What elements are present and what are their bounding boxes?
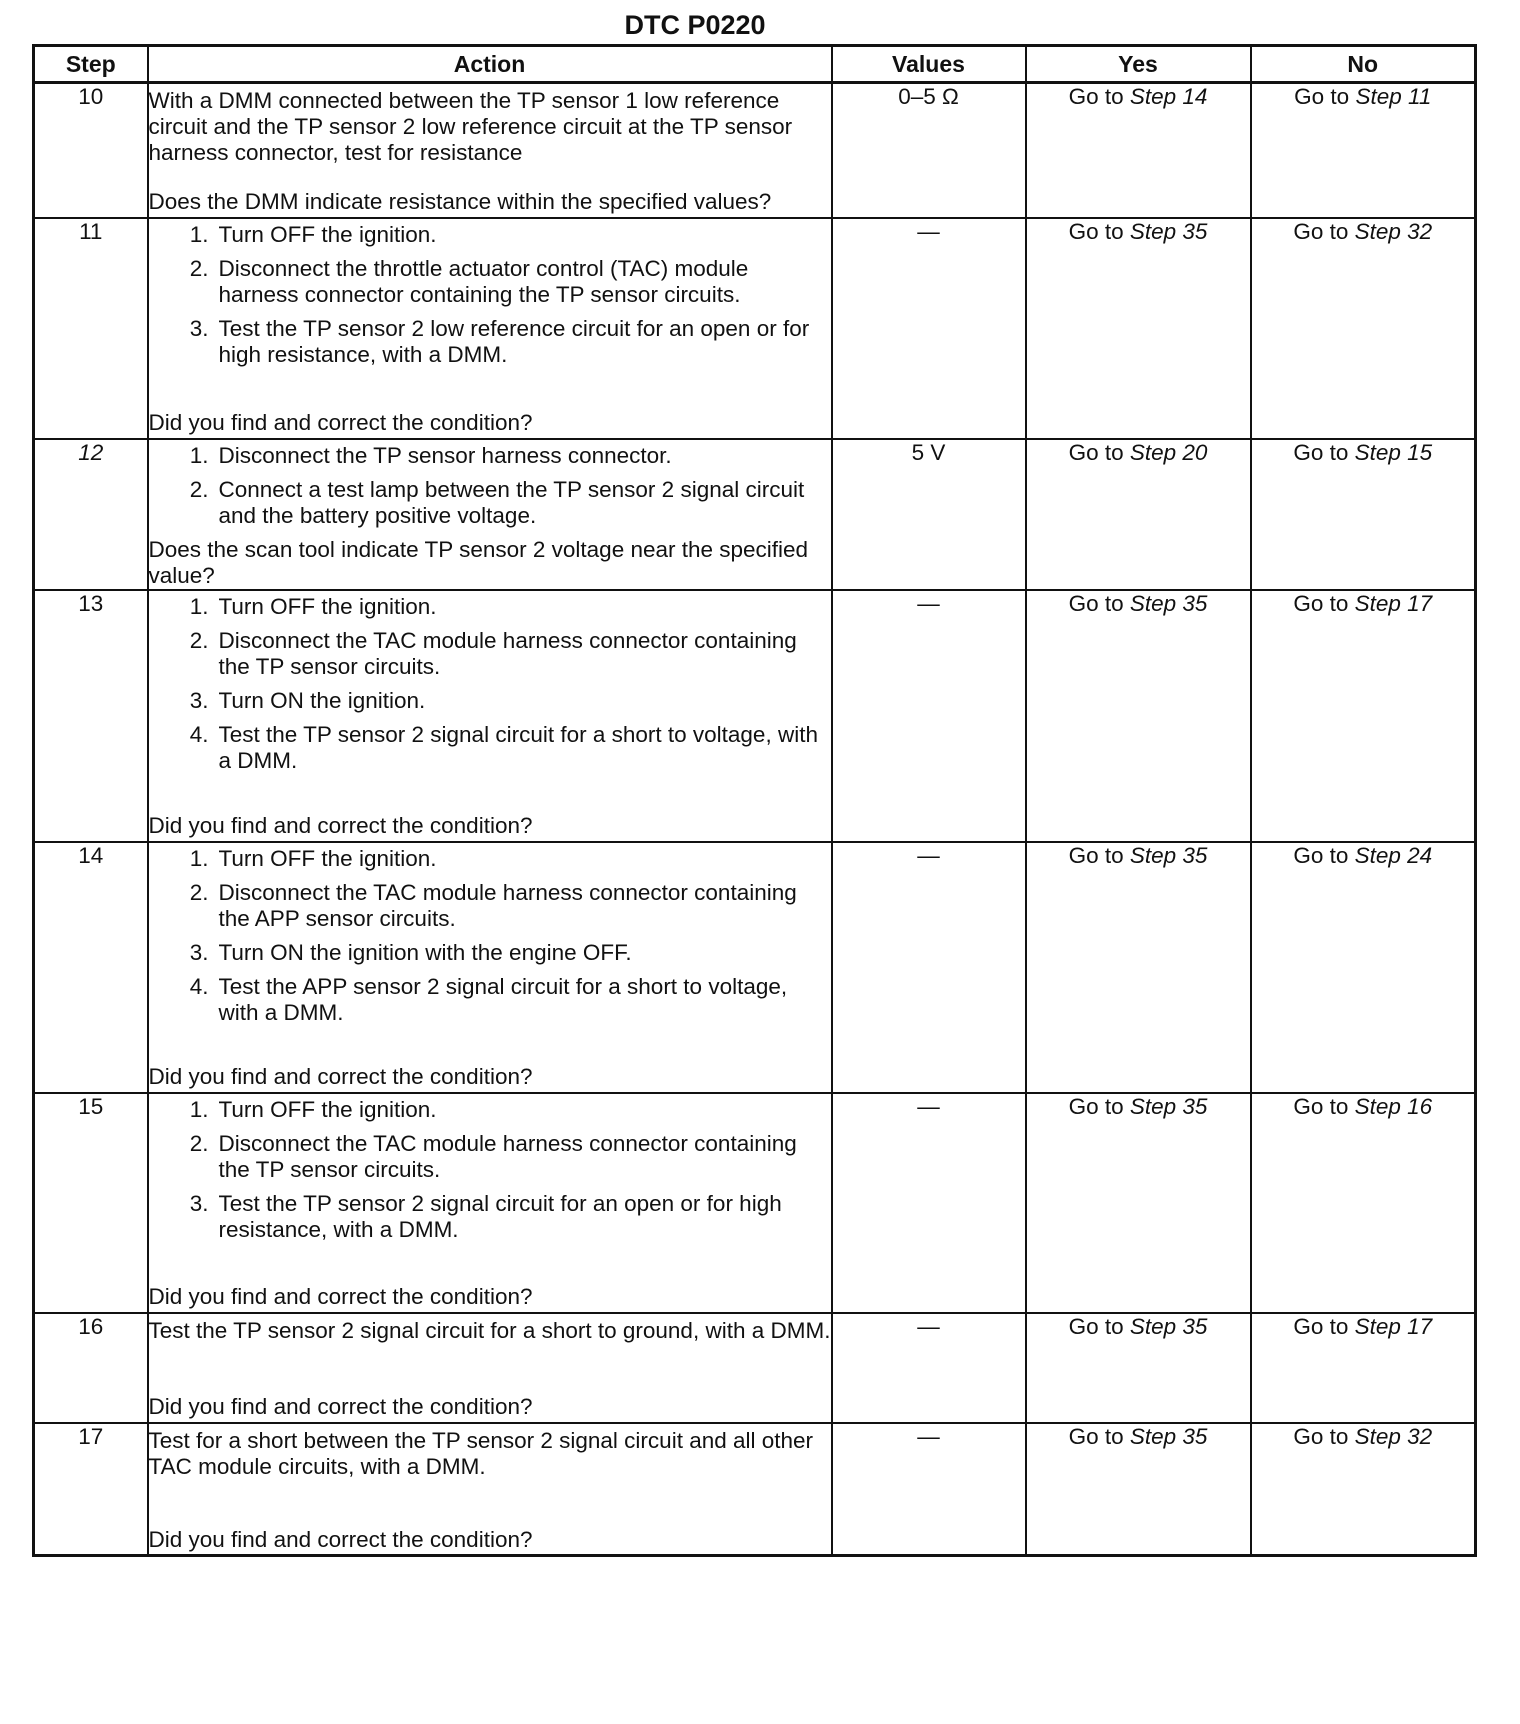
no-cell <box>1251 590 1476 842</box>
action-cell <box>148 1093 832 1313</box>
action-step-text: Turn ON the ignition with the engine OFF. <box>218 939 632 965</box>
action-question: Did you find and correct the condition? <box>148 1283 533 1309</box>
yes-goto-prefix: Go to <box>1068 1423 1124 1449</box>
action-steps <box>149 1097 831 1243</box>
yes-cell <box>1026 1423 1251 1556</box>
action-step-number: 2. <box>189 1130 209 1156</box>
action-steps <box>149 222 831 368</box>
diagnostic-table <box>32 44 1477 1557</box>
action-question: Did you find and correct the condition? <box>148 812 533 838</box>
action-step-item <box>149 316 831 368</box>
action-step-item <box>149 722 831 774</box>
no-goto-prefix: Go to <box>1294 84 1350 109</box>
step-number: 16 <box>34 1313 148 1423</box>
action-step-text: Test the TP sensor 2 signal circuit for a short to voltage, with a DMM. <box>218 721 818 773</box>
action-step-number: 2. <box>189 476 209 502</box>
action-step-number: 2. <box>189 879 209 905</box>
action-text: With a DMM connected between the TP sensor 1 low reference circuit and the TP sensor 2 low reference circuit at the TP sensor harness connector, test for resistance <box>148 88 793 165</box>
action-question: Did you find and correct the condition? <box>148 1393 533 1419</box>
value-cell: 5 V <box>832 439 1026 590</box>
action-step-text: Connect a test lamp between the TP sensor 2 signal circuit and the battery positive voltage. <box>218 476 805 528</box>
no-cell <box>1251 439 1476 590</box>
no-cell <box>1251 1093 1476 1313</box>
yes-cell <box>1026 83 1251 218</box>
action-step-text: Test the TP sensor 2 low reference circuit for an open or for high resistance, with a DMM. <box>218 315 810 367</box>
step-number: 14 <box>34 842 148 1093</box>
action-step-number: 1. <box>189 845 209 871</box>
no-goto-prefix: Go to <box>1293 590 1349 616</box>
action-steps <box>149 594 831 774</box>
table-row <box>34 439 1476 590</box>
action-cell <box>148 83 832 218</box>
action-question: Did you find and correct the condition? <box>148 409 533 435</box>
table-header-row <box>34 46 1476 83</box>
value-cell: — <box>832 590 1026 842</box>
action-step-item <box>149 222 831 248</box>
action-step-item <box>149 443 831 469</box>
no-goto-step: Step 17 <box>1354 590 1433 616</box>
table-row <box>34 218 1476 439</box>
action-step-text: Test the TP sensor 2 signal circuit for an open or for high resistance, with a DMM. <box>218 1190 782 1242</box>
header-step: Step <box>34 46 148 83</box>
action-step-number: 2. <box>189 627 209 653</box>
action-steps <box>149 443 831 529</box>
action-step-text: Test the APP sensor 2 signal circuit for a short to voltage, with a DMM. <box>218 973 788 1025</box>
yes-goto-step: Step 14 <box>1129 84 1208 109</box>
step-number: 13 <box>34 590 148 842</box>
action-steps <box>149 846 831 1026</box>
yes-cell <box>1026 1093 1251 1313</box>
action-step-text: Disconnect the throttle actuator control (TAC) module harness connector containing the TP sensor circuits. <box>218 255 749 307</box>
action-step-number: 3. <box>189 939 209 965</box>
action-step-text: Turn OFF the ignition. <box>218 1096 437 1122</box>
no-goto-step: Step 32 <box>1354 1423 1433 1449</box>
action-text: Test the TP sensor 2 signal circuit for a short to ground, with a DMM. <box>148 1317 831 1343</box>
table-row <box>34 1313 1476 1423</box>
action-step-item <box>149 880 831 932</box>
table-row <box>34 590 1476 842</box>
yes-goto-step: Step 35 <box>1129 218 1208 244</box>
no-goto-step: Step 16 <box>1354 1093 1433 1119</box>
yes-goto-prefix: Go to <box>1068 1093 1124 1119</box>
action-step-text: Turn ON the ignition. <box>218 687 426 713</box>
step-number: 15 <box>34 1093 148 1313</box>
action-step-item <box>149 974 831 1026</box>
action-step-text: Disconnect the TAC module harness connector containing the APP sensor circuits. <box>218 879 797 931</box>
yes-goto-step: Step 35 <box>1129 842 1208 868</box>
step-number: 12 <box>34 439 148 590</box>
no-goto-prefix: Go to <box>1293 1313 1349 1339</box>
no-goto-prefix: Go to <box>1293 842 1349 868</box>
yes-goto-step: Step 35 <box>1129 1423 1208 1449</box>
action-step-text: Disconnect the TP sensor harness connector. <box>218 442 672 468</box>
value-cell: 0–5 Ω <box>832 83 1026 218</box>
action-step-number: 3. <box>189 315 209 341</box>
action-step-item <box>149 1097 831 1123</box>
action-step-number: 3. <box>189 687 209 713</box>
value-cell: — <box>832 1093 1026 1313</box>
action-cell <box>148 1423 832 1556</box>
yes-goto-step: Step 35 <box>1129 1313 1208 1339</box>
action-step-number: 1. <box>189 593 209 619</box>
no-goto-step: Step 11 <box>1355 84 1432 109</box>
action-step-text: Turn OFF the ignition. <box>218 593 437 619</box>
table-row <box>34 1093 1476 1313</box>
action-step-number: 4. <box>189 721 209 747</box>
action-step-number: 1. <box>189 442 209 468</box>
value-cell: — <box>832 842 1026 1093</box>
yes-goto-prefix: Go to <box>1068 1313 1124 1339</box>
no-goto-step: Step 24 <box>1354 842 1433 868</box>
yes-goto-step: Step 35 <box>1129 1093 1208 1119</box>
no-goto-step: Step 15 <box>1354 439 1433 465</box>
yes-goto-step: Step 35 <box>1129 590 1208 616</box>
value-cell: — <box>832 218 1026 439</box>
header-action: Action <box>148 46 832 83</box>
table-row <box>34 83 1476 218</box>
action-cell <box>148 218 832 439</box>
action-question: Did you find and correct the condition? <box>148 1063 533 1089</box>
action-step-text: Turn OFF the ignition. <box>218 221 437 247</box>
action-step-number: 4. <box>189 973 209 999</box>
action-step-number: 3. <box>189 1190 209 1216</box>
action-question: Does the DMM indicate resistance within the specified values? <box>148 189 772 214</box>
no-goto-prefix: Go to <box>1293 439 1349 465</box>
step-number: 10 <box>34 83 148 218</box>
action-step-item <box>149 477 831 529</box>
no-goto-step: Step 32 <box>1354 218 1433 244</box>
action-step-number: 1. <box>189 221 209 247</box>
action-step-item <box>149 628 831 680</box>
no-goto-prefix: Go to <box>1293 1423 1349 1449</box>
header-yes: Yes <box>1026 46 1251 83</box>
action-cell <box>148 439 832 590</box>
action-cell <box>148 1313 832 1423</box>
no-goto-prefix: Go to <box>1293 1093 1349 1119</box>
action-step-item <box>149 688 831 714</box>
action-text: Test for a short between the TP sensor 2 signal circuit and all other TAC module circuits, with a DMM. <box>148 1427 814 1479</box>
header-no: No <box>1251 46 1476 83</box>
yes-goto-prefix: Go to <box>1068 84 1124 109</box>
step-number: 17 <box>34 1423 148 1556</box>
no-cell <box>1251 1423 1476 1556</box>
action-step-text: Turn OFF the ignition. <box>218 845 437 871</box>
action-step-number: 2. <box>189 255 209 281</box>
yes-goto-prefix: Go to <box>1068 590 1124 616</box>
action-step-item <box>149 940 831 966</box>
yes-cell <box>1026 218 1251 439</box>
page-title: DTC P0220 <box>624 10 766 40</box>
yes-cell <box>1026 439 1251 590</box>
action-step-item <box>149 1131 831 1183</box>
no-cell <box>1251 1313 1476 1423</box>
action-step-item <box>149 846 831 872</box>
table-row <box>34 842 1476 1093</box>
yes-goto-prefix: Go to <box>1068 218 1124 244</box>
action-question: Did you find and correct the condition? <box>148 1526 533 1552</box>
no-goto-step: Step 17 <box>1354 1313 1433 1339</box>
yes-cell <box>1026 1313 1251 1423</box>
no-cell <box>1251 842 1476 1093</box>
action-step-text: Disconnect the TAC module harness connector containing the TP sensor circuits. <box>218 627 797 679</box>
yes-cell <box>1026 590 1251 842</box>
value-cell: — <box>832 1423 1026 1556</box>
action-question: Does the scan tool indicate TP sensor 2 voltage near the specified value? <box>148 536 809 588</box>
action-step-item <box>149 256 831 308</box>
step-number: 11 <box>34 218 148 439</box>
table-row <box>34 1423 1476 1556</box>
action-step-number: 1. <box>189 1096 209 1122</box>
action-step-item <box>149 594 831 620</box>
action-step-item <box>149 1191 831 1243</box>
no-cell <box>1251 83 1476 218</box>
header-values: Values <box>832 46 1026 83</box>
no-cell <box>1251 218 1476 439</box>
value-cell: — <box>832 1313 1026 1423</box>
yes-goto-step: Step 20 <box>1129 439 1208 465</box>
yes-cell <box>1026 842 1251 1093</box>
action-step-text: Disconnect the TAC module harness connector containing the TP sensor circuits. <box>218 1130 797 1182</box>
action-cell <box>148 842 832 1093</box>
yes-goto-prefix: Go to <box>1068 439 1124 465</box>
yes-goto-prefix: Go to <box>1068 842 1124 868</box>
no-goto-prefix: Go to <box>1293 218 1349 244</box>
action-cell <box>148 590 832 842</box>
